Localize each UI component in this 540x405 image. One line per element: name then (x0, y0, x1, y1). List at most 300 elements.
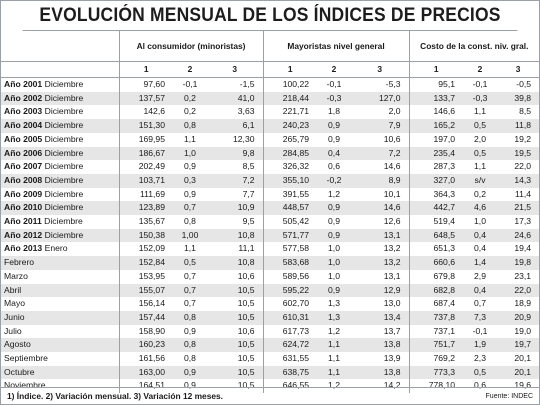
wholesale-annual-change-cell: 13,9 (383, 353, 401, 364)
row-month: Abril (4, 284, 22, 295)
wholesale-annual-change-cell: 13,4 (351, 311, 409, 325)
wholesale-monthly-change-cell: 1,2 (328, 380, 340, 391)
row-month: Diciembre (44, 120, 84, 131)
wholesale-index-cell: 571,77 (263, 229, 317, 243)
construction-index-cell: 287,3 (409, 160, 463, 174)
consumer-index-cell: 123,89 (119, 201, 173, 215)
construction-index-cell: 737,1 (409, 325, 463, 339)
wholesale-index-cell: 577,58 (263, 242, 317, 256)
wholesale-monthly-change-cell: -0,1 (326, 79, 342, 89)
row-month: Diciembre (44, 202, 84, 213)
wholesale-annual-change-cell: 13,8 (351, 338, 409, 352)
subcol-header: 2 (173, 62, 207, 78)
consumer-monthly-change-cell: 1,1 (184, 243, 196, 254)
construction-index-cell: 751,7 (409, 338, 463, 352)
construction-annual-change-cell: 23,1 (514, 270, 532, 281)
consumer-annual-change-cell: 3,63 (237, 106, 255, 117)
wholesale-index-cell: 326,32 (263, 160, 317, 174)
consumer-monthly-change-cell: 0,2 (173, 92, 207, 106)
construction-monthly-change-cell: 2,0 (474, 133, 486, 144)
wholesale-monthly-change-cell: 0,9 (317, 201, 351, 215)
consumer-index-cell: 186,67 (119, 147, 173, 161)
wholesale-index-cell: 505,42 (263, 215, 317, 229)
subcolumn-header-row (1, 62, 539, 78)
wholesale-index-cell: 583,68 (263, 256, 317, 270)
wholesale-index-cell: 355,10 (263, 174, 317, 188)
consumer-annual-change-cell: 10,5 (207, 338, 263, 352)
consumer-annual-change-cell: 10,5 (237, 353, 255, 364)
wholesale-monthly-change-cell: 0,4 (317, 147, 351, 161)
wholesale-index-cell: 448,57 (263, 201, 317, 215)
blank-subheader-cell (1, 62, 119, 78)
construction-annual-change-cell: -0,5 (516, 79, 532, 89)
source-credit: Fuente: INDEC (485, 392, 533, 400)
consumer-index-cell: 202,49 (119, 160, 173, 174)
consumer-annual-change-cell: 10,5 (237, 380, 255, 391)
construction-monthly-change-cell: 1,1 (474, 161, 486, 172)
row-month: Junio (4, 311, 25, 322)
row-label (1, 78, 119, 92)
construction-monthly-change-cell: 1,0 (474, 216, 486, 227)
consumer-monthly-change-cell: 0,2 (184, 106, 196, 117)
wholesale-annual-change-cell: 7,2 (351, 147, 409, 161)
consumer-index-cell: 142,6 (119, 105, 173, 119)
construction-monthly-change-cell: 2,9 (474, 270, 486, 281)
table-row (1, 352, 539, 366)
wholesale-monthly-change-cell: 1,8 (328, 106, 340, 117)
wholesale-annual-change-cell: 12,6 (383, 216, 401, 227)
construction-index-cell: 773,3 (409, 366, 463, 380)
wholesale-annual-change-cell: 14,2 (383, 380, 401, 391)
wholesale-index-cell: 265,79 (263, 133, 317, 147)
wholesale-monthly-change-cell: 1,2 (328, 325, 340, 336)
construction-monthly-change-cell: 1,9 (463, 338, 497, 352)
wholesale-index-cell: 391,55 (263, 188, 317, 202)
construction-index-cell: 519,4 (409, 215, 463, 229)
consumer-annual-change-cell: 8,5 (242, 161, 255, 172)
consumer-annual-change-cell: 41,0 (207, 92, 263, 106)
consumer-monthly-change-cell: 1,00 (173, 229, 207, 243)
table-footer (1, 387, 539, 404)
group-header-wholesale: Mayoristas nivel general (263, 31, 409, 62)
construction-monthly-change-cell: 2,3 (474, 353, 486, 364)
consumer-monthly-change-cell: 0,7 (184, 270, 196, 281)
wholesale-monthly-change-cell: 0,9 (317, 119, 351, 133)
row-year: Año 2002 (4, 92, 43, 103)
consumer-monthly-change-cell: 0,9 (184, 188, 196, 199)
consumer-index-cell: 158,90 (119, 325, 173, 339)
row-label (1, 338, 119, 352)
row-label (1, 297, 119, 311)
row-month: Diciembre (44, 133, 84, 144)
row-month: Mayo (4, 298, 26, 309)
row-month: Octubre (4, 366, 35, 377)
consumer-annual-change-cell: 9,5 (242, 216, 255, 227)
consumer-annual-change-cell: 10,8 (207, 229, 263, 243)
construction-index-cell: 648,5 (409, 229, 463, 243)
consumer-index-cell: 135,67 (119, 215, 173, 229)
construction-monthly-change-cell: 4,6 (463, 201, 497, 215)
consumer-index-cell: 137,57 (119, 92, 173, 106)
row-label (1, 133, 119, 147)
wholesale-monthly-change-cell: 1,2 (328, 188, 340, 199)
consumer-index-cell: 160,23 (119, 338, 173, 352)
construction-index-cell: 687,4 (409, 297, 463, 311)
construction-monthly-change-cell: s/v (463, 174, 497, 188)
wholesale-monthly-change-cell: 1,1 (317, 338, 351, 352)
construction-index-cell: 327,0 (409, 174, 463, 188)
row-month: Diciembre (44, 161, 84, 172)
row-month: Diciembre (44, 216, 83, 227)
construction-index-cell: 95,1 (409, 78, 463, 92)
table-row (1, 284, 539, 298)
subcol-header: 3 (497, 62, 539, 78)
row-month: Diciembre (44, 229, 84, 240)
table-row (1, 105, 539, 119)
wholesale-annual-change-cell: 13,1 (351, 229, 409, 243)
wholesale-monthly-change-cell: 0,6 (328, 161, 340, 172)
wholesale-monthly-change-cell: 1,1 (317, 366, 351, 380)
construction-monthly-change-cell: -0,3 (463, 92, 497, 106)
row-label (1, 270, 119, 284)
consumer-annual-change-cell: -1,5 (239, 79, 255, 89)
row-year: Año 2004 (4, 120, 43, 131)
construction-index-cell: 769,2 (409, 352, 463, 366)
consumer-index-cell: 103,71 (119, 174, 173, 188)
consumer-monthly-change-cell: 0,8 (184, 353, 196, 364)
wholesale-index-cell: 284,85 (263, 147, 317, 161)
row-month: Diciembre (44, 106, 84, 117)
consumer-index-cell: 150,38 (119, 229, 173, 243)
table-row (1, 160, 539, 174)
row-year: Año 2010 (4, 202, 43, 213)
table-row (1, 188, 539, 202)
wholesale-annual-change-cell: 12,9 (351, 284, 409, 298)
table-row (1, 78, 539, 92)
construction-annual-change-cell: 11,8 (497, 119, 539, 133)
wholesale-annual-change-cell: 127,0 (351, 92, 409, 106)
consumer-index-cell: 164,51 (119, 379, 173, 393)
row-month: Febrero (4, 257, 35, 268)
construction-annual-change-cell: 17,3 (514, 216, 532, 227)
row-month: Julio (4, 325, 22, 336)
subcol-header: 3 (351, 62, 409, 78)
construction-monthly-change-cell: 0,4 (463, 229, 497, 243)
construction-monthly-change-cell: 0,4 (474, 243, 486, 254)
row-label (1, 352, 119, 366)
construction-monthly-change-cell: 1,4 (463, 256, 497, 270)
consumer-monthly-change-cell: 0,9 (184, 161, 196, 172)
subcol-header: 2 (317, 62, 351, 78)
construction-index-cell: 682,8 (409, 284, 463, 298)
construction-annual-change-cell: 20,9 (497, 311, 539, 325)
construction-index-cell: 146,6 (409, 105, 463, 119)
construction-annual-change-cell: 11,4 (514, 188, 532, 199)
construction-monthly-change-cell: 0,5 (463, 366, 497, 380)
construction-annual-change-cell: 39,8 (497, 92, 539, 106)
wholesale-monthly-change-cell: 0,9 (317, 284, 351, 298)
row-year: Año 2009 (4, 188, 43, 199)
wholesale-annual-change-cell: 13,8 (351, 366, 409, 380)
wholesale-index-cell: 638,75 (263, 366, 317, 380)
construction-annual-change-cell: 18,9 (514, 298, 532, 309)
construction-index-cell: 197,0 (409, 133, 463, 147)
table-row (1, 229, 539, 243)
row-label (1, 92, 119, 106)
row-year: Año 2013 (4, 243, 43, 254)
table-row (1, 119, 539, 133)
row-month: Diciembre (44, 174, 84, 185)
construction-annual-change-cell: 24,6 (497, 229, 539, 243)
construction-annual-change-cell: 20,1 (497, 366, 539, 380)
wholesale-monthly-change-cell: 1,3 (317, 311, 351, 325)
construction-annual-change-cell: 8,5 (519, 106, 532, 117)
wholesale-index-cell: 221,71 (263, 105, 317, 119)
consumer-monthly-change-cell: 0,9 (184, 325, 196, 336)
construction-monthly-change-cell: 0,5 (463, 119, 497, 133)
construction-monthly-change-cell: 0,7 (474, 298, 486, 309)
consumer-annual-change-cell: 10,6 (237, 270, 255, 281)
construction-monthly-change-cell: 1,1 (474, 106, 486, 117)
consumer-monthly-change-cell: 0,7 (173, 201, 207, 215)
wholesale-monthly-change-cell: 1,0 (317, 256, 351, 270)
subcol-header: 1 (409, 62, 463, 78)
consumer-monthly-change-cell: 0,8 (173, 119, 207, 133)
row-month: Agosto (4, 339, 31, 350)
table-body (1, 78, 539, 394)
row-label (1, 119, 119, 133)
consumer-index-cell: 151,30 (119, 119, 173, 133)
row-year: Año 2012 (4, 229, 43, 240)
wholesale-monthly-change-cell: 1,0 (328, 243, 340, 254)
row-label (1, 366, 119, 380)
row-month: Diciembre (44, 188, 84, 199)
wholesale-index-cell: 631,55 (263, 352, 317, 366)
consumer-monthly-change-cell: 0,8 (173, 311, 207, 325)
consumer-index-cell: 111,69 (119, 188, 173, 202)
consumer-monthly-change-cell: 1,0 (173, 147, 207, 161)
consumer-monthly-change-cell: 1,1 (184, 133, 196, 144)
construction-annual-change-cell: 21,5 (497, 201, 539, 215)
wholesale-annual-change-cell: 13,2 (351, 256, 409, 270)
construction-index-cell: 778,10 (409, 379, 463, 393)
consumer-index-cell: 155,07 (119, 284, 173, 298)
construction-monthly-change-cell: -0,1 (472, 79, 488, 89)
construction-annual-change-cell: 20,1 (514, 353, 532, 364)
table-row (1, 242, 539, 256)
table-row (1, 256, 539, 270)
table-row (1, 92, 539, 106)
construction-monthly-change-cell: 0,5 (463, 147, 497, 161)
row-month: Septiembre (4, 353, 48, 364)
row-year: Año 2003 (4, 106, 43, 117)
construction-index-cell: 235,4 (409, 147, 463, 161)
consumer-monthly-change-cell: 0,7 (173, 284, 207, 298)
row-year: Año 2005 (4, 133, 43, 144)
consumer-annual-change-cell: 10,6 (237, 325, 255, 336)
row-year: Año 2011 (4, 216, 42, 227)
construction-index-cell: 165,2 (409, 119, 463, 133)
subcol-header: 1 (119, 62, 173, 78)
wholesale-monthly-change-cell: 1,3 (328, 298, 340, 309)
wholesale-index-cell: 624,72 (263, 338, 317, 352)
wholesale-annual-change-cell: -5,3 (385, 79, 401, 89)
row-label (1, 174, 119, 188)
consumer-annual-change-cell: 10,5 (207, 284, 263, 298)
row-label (1, 242, 119, 256)
consumer-annual-change-cell: 12,30 (233, 133, 255, 144)
row-label (1, 325, 119, 339)
wholesale-index-cell: 602,70 (263, 297, 317, 311)
wholesale-index-cell: 617,73 (263, 325, 317, 339)
group-header-consumer: Al consumidor (minoristas) (119, 31, 263, 62)
table-row (1, 133, 539, 147)
row-label (1, 311, 119, 325)
construction-annual-change-cell: 19,8 (497, 256, 539, 270)
construction-annual-change-cell: 19,6 (514, 380, 532, 391)
construction-annual-change-cell: 19,4 (514, 243, 532, 254)
row-month: Diciembre (44, 147, 84, 158)
subcol-header: 3 (207, 62, 263, 78)
table-row (1, 338, 539, 352)
blank-header-cell (1, 31, 119, 62)
wholesale-monthly-change-cell: 0,9 (328, 133, 340, 144)
construction-index-cell: 679,8 (409, 270, 463, 284)
wholesale-index-cell: 240,23 (263, 119, 317, 133)
wholesale-index-cell: 589,56 (263, 270, 317, 284)
wholesale-annual-change-cell: 13,2 (383, 243, 401, 254)
table-row (1, 174, 539, 188)
construction-monthly-change-cell: 7,3 (463, 311, 497, 325)
construction-monthly-change-cell: 0,2 (474, 188, 486, 199)
wholesale-index-cell: 610,31 (263, 311, 317, 325)
consumer-annual-change-cell: 10,5 (237, 298, 255, 309)
row-month: Diciembre (44, 92, 84, 103)
row-year: Año 2006 (4, 147, 43, 158)
row-year: Año 2008 (4, 174, 43, 185)
wholesale-annual-change-cell: 8,9 (351, 174, 409, 188)
subcol-header: 1 (263, 62, 317, 78)
consumer-index-cell: 157,44 (119, 311, 173, 325)
consumer-annual-change-cell: 11,1 (238, 243, 255, 254)
table-row (1, 366, 539, 380)
consumer-annual-change-cell: 10,5 (207, 366, 263, 380)
consumer-annual-change-cell: 7,7 (242, 188, 255, 199)
consumer-index-cell: 163,00 (119, 366, 173, 380)
table-row (1, 201, 539, 215)
construction-annual-change-cell: 22,0 (497, 284, 539, 298)
consumer-monthly-change-cell: 0,5 (173, 256, 207, 270)
wholesale-index-cell: 646,55 (263, 379, 317, 393)
consumer-monthly-change-cell: 0,8 (173, 338, 207, 352)
wholesale-annual-change-cell: 13,1 (383, 270, 401, 281)
wholesale-annual-change-cell: 14,6 (383, 161, 401, 172)
construction-monthly-change-cell: 0,6 (474, 380, 486, 391)
row-year: Año 2007 (4, 161, 43, 172)
page-title: EVOLUCIÓN MENSUAL DE LOS ÍNDICES DE PRECIOS (23, 1, 518, 31)
construction-annual-change-cell: 19,2 (514, 133, 532, 144)
consumer-annual-change-cell: 7,2 (207, 174, 263, 188)
construction-index-cell: 364,3 (409, 188, 463, 202)
table-row (1, 325, 539, 339)
wholesale-annual-change-cell: 14,6 (351, 201, 409, 215)
construction-annual-change-cell: 19,0 (514, 325, 532, 336)
subcol-header: 2 (463, 62, 497, 78)
consumer-monthly-change-cell: 0,9 (173, 366, 207, 380)
table-row (1, 270, 539, 284)
wholesale-annual-change-cell: 13,0 (383, 298, 401, 309)
wholesale-index-cell: 218,44 (263, 92, 317, 106)
row-label (1, 215, 119, 229)
row-label (1, 147, 119, 161)
wholesale-annual-change-cell: 10,1 (383, 188, 401, 199)
row-label (1, 256, 119, 270)
row-year: Año 2001 (4, 79, 43, 89)
consumer-monthly-change-cell: 0,9 (184, 380, 196, 391)
consumer-monthly-change-cell: 0,3 (173, 174, 207, 188)
consumer-index-cell: 161,56 (119, 352, 173, 366)
consumer-annual-change-cell: 10,8 (207, 256, 263, 270)
consumer-monthly-change-cell: 0,8 (184, 216, 196, 227)
consumer-index-cell: 152,84 (119, 256, 173, 270)
wholesale-monthly-change-cell: 0,9 (317, 229, 351, 243)
construction-index-cell: 737,8 (409, 311, 463, 325)
wholesale-annual-change-cell: 2,0 (388, 106, 401, 117)
consumer-annual-change-cell: 6,1 (207, 119, 263, 133)
row-label (1, 160, 119, 174)
wholesale-monthly-change-cell: 1,1 (328, 353, 340, 364)
row-label (1, 229, 119, 243)
row-label (1, 188, 119, 202)
row-label (1, 105, 119, 119)
table-row (1, 147, 539, 161)
consumer-index-cell: 153,95 (119, 270, 173, 284)
construction-index-cell: 651,3 (409, 242, 463, 256)
consumer-index-cell: 156,14 (119, 297, 173, 311)
construction-annual-change-cell: 22,0 (514, 161, 532, 172)
price-index-table (1, 31, 539, 393)
construction-index-cell: 660,6 (409, 256, 463, 270)
construction-annual-change-cell: 19,5 (497, 147, 539, 161)
construction-index-cell: 442,7 (409, 201, 463, 215)
row-month: Diciembre (44, 79, 84, 89)
consumer-index-cell: 152,09 (119, 242, 173, 256)
table-row (1, 297, 539, 311)
construction-monthly-change-cell: -0,1 (472, 325, 488, 336)
wholesale-index-cell: 100,22 (263, 78, 317, 92)
group-header-row (1, 31, 539, 62)
wholesale-monthly-change-cell: 0,9 (328, 216, 340, 227)
wholesale-index-cell: 595,22 (263, 284, 317, 298)
table-row (1, 311, 539, 325)
row-month: Noviembre (4, 380, 46, 391)
wholesale-annual-change-cell: 7,9 (351, 119, 409, 133)
footnotes: 1) Índice. 2) Variación mensual. 3) Variación 12 meses. (7, 391, 223, 401)
construction-monthly-change-cell: 0,4 (463, 284, 497, 298)
wholesale-annual-change-cell: 13,7 (383, 325, 401, 336)
consumer-index-cell: 169,95 (119, 133, 173, 147)
construction-index-cell: 133,7 (409, 92, 463, 106)
consumer-annual-change-cell: 10,9 (207, 201, 263, 215)
consumer-monthly-change-cell: 0,7 (184, 298, 196, 309)
wholesale-monthly-change-cell: -0,2 (317, 174, 351, 188)
construction-annual-change-cell: 14,3 (497, 174, 539, 188)
wholesale-monthly-change-cell: 1,0 (328, 270, 340, 281)
consumer-index-cell: 97,60 (119, 78, 173, 92)
row-month: Marzo (4, 270, 28, 281)
consumer-annual-change-cell: 9,8 (207, 147, 263, 161)
table-row (1, 215, 539, 229)
